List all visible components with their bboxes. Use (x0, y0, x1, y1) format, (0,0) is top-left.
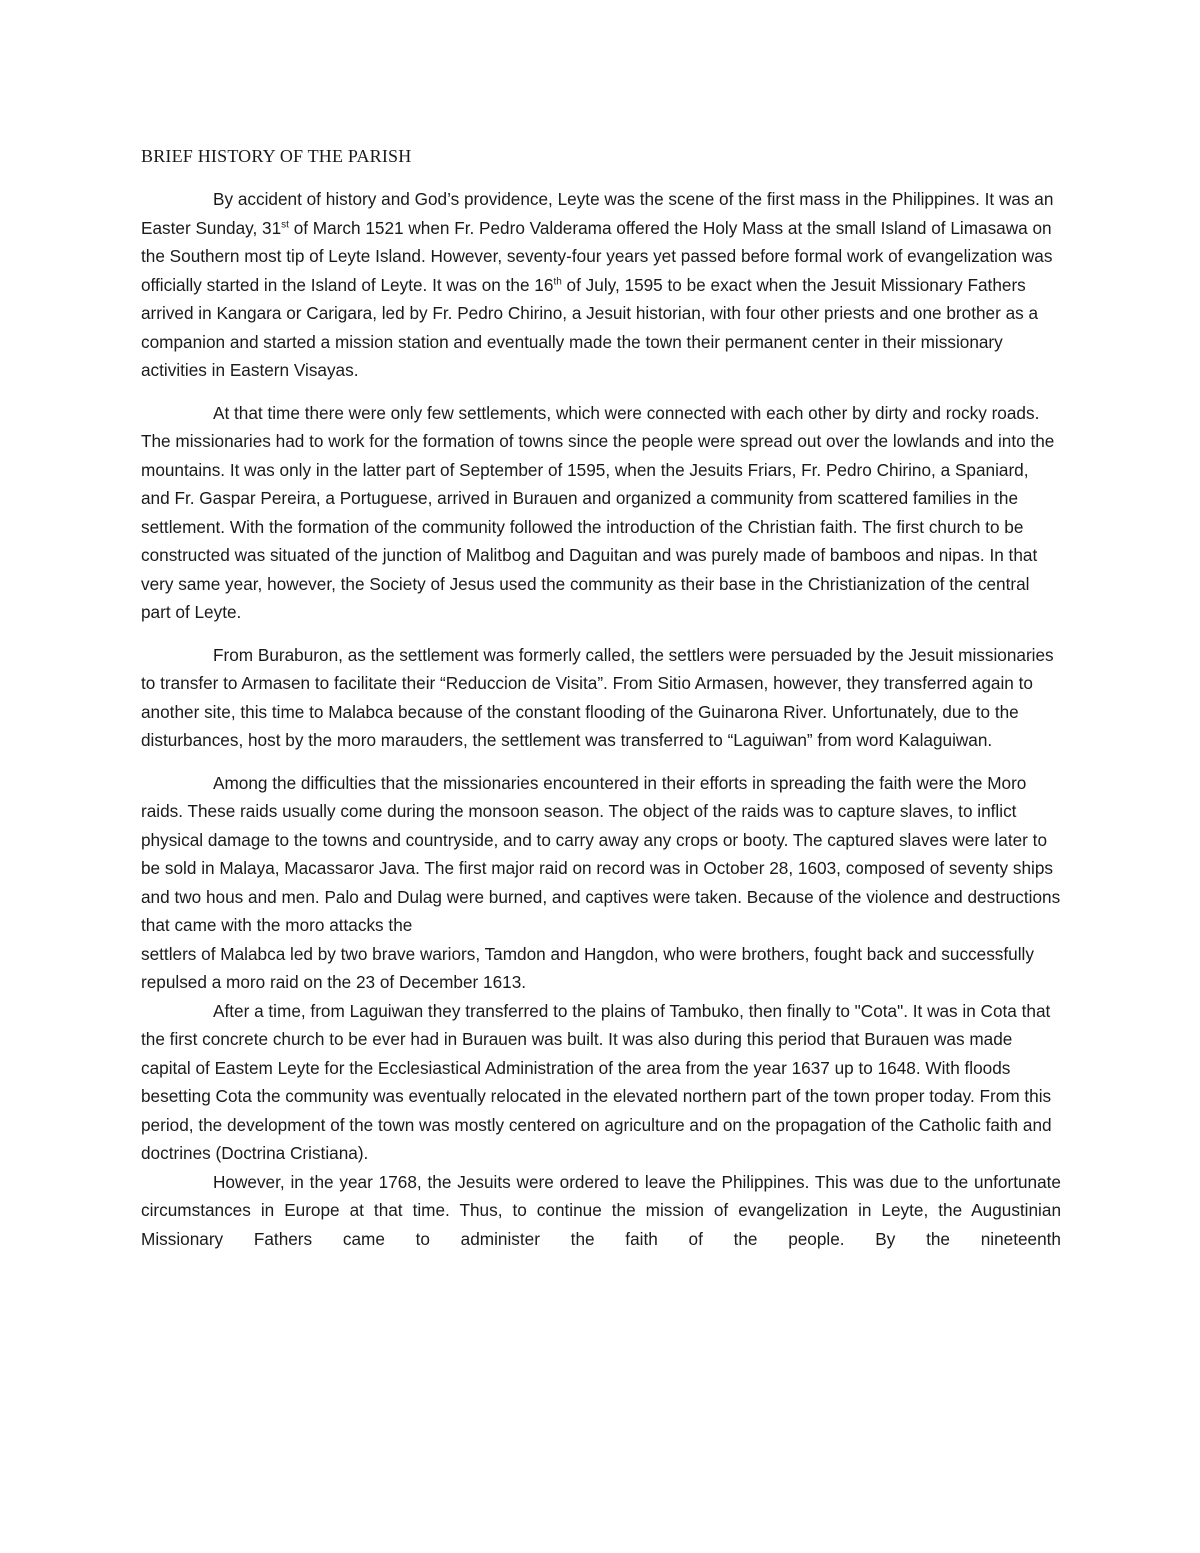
paragraph-cota: After a time, from Laguiwan they transferred to the plains of Tambuko, then finally to "Cota". It was in Cota that the first concrete church to be ever had in Burauen was built. It was also during this period that Burauen was made capital of Eastem Leyte for the Ecclesiastical Administration of the area from the year 1637 up to 1648. With floods besetting Cota the community was eventually relocated in the elevated northern part of the town proper today. From this period, the development of the town was mostly centered on agriculture and on the propagation of the Catholic faith and doctrines (Doctrina Cristiana). (141, 1000, 1052, 1163)
document-body (141, 142, 1061, 1253)
document-title: BRIEF HISTORY OF THE PARISH (141, 146, 412, 166)
ordinal-suffix: st (281, 218, 289, 230)
paragraph-malabca-settlers: settlers of Malabca led by two brave wariors, Tamdon and Hangdon, who were brothers, fought back and successfully repulsed a moro raid on the 23 of December 1613. (141, 943, 1034, 992)
paragraph-text: of July, 1595 to be exact when the Jesuit Missionary Fathers arrived in Kangara or Carigara, led by Fr. Pedro Chirino, a Jesuit historian, with four other priests and one brother as a companion and started a mission station and eventually made the town their permanent center in their missionary activities in Eastern Visayas. (141, 274, 1039, 380)
paragraph-text: By accident of history and God’s providence, Leyte was the scene of the first mass in the Philippines. It was an Easter Sunday, 31 (141, 189, 1054, 238)
paragraph-settlements: At that time there were only few settlements, which were connected with each other by dirty and rocky roads. The missionaries had to work for the formation of towns since the people were spread out over the lowlands and into the mountains. It was only in the latter part of September of 1595, when the Jesuits Friars, Fr. Pedro Chirino, a Spaniard, and Fr. Gaspar Pereira, a Portuguese, arrived in Burauen and organized a community from scattered families in the settlement. With the formation of the community followed the introduction of the Christian faith. The first church to be constructed was situated of the junction of Malitbog and Daguitan and was purely made of bamboos and nipas. In that very same year, however, the Society of Jesus used the community as their base in the Christianization of the central part of Leyte. (141, 402, 1055, 622)
paragraph-first-mass (141, 185, 1061, 385)
paragraph-buraburon: From Buraburon, as the settlement was formerly called, the settlers were persuaded by the Jesuit missionaries to transfer to Armasen to facilitate their “Reduccion de Visita”. From Sitio Armasen, however, they transferred again to another site, this time to Malabca because of the constant flooding of the Guinarona River. Unfortunately, due to the disturbances, host by the moro marauders, the settlement was transferred to “Laguiwan” from word Kalaguiwan. (141, 644, 1054, 750)
ordinal-suffix: th (553, 275, 562, 287)
paragraph-augustinians: However, in the year 1768, the Jesuits were ordered to leave the Philippines. This was due to the unfortunate circumstances in Europe at that time. Thus, to continue the mission of evangelization in Leyte, the Augustinian Missionary Fathers came to administer the faith of the people. By the nineteenth (141, 1171, 1061, 1249)
paragraph-text: of March 1521 when Fr. Pedro Valderama offered the Holy Mass at the small Island of Limasawa on the Southern most tip of Leyte Island. However, seventy-four years yet passed before formal work of evangelization was officially started in the Island of Leyte. It was on the 16 (141, 217, 1053, 295)
paragraph-moro-raids: Among the difficulties that the missionaries encountered in their efforts in spreading the faith were the Moro raids. These raids usually come during the monsoon season. The object of the raids was to capture slaves, to inflict physical damage to the towns and countryside, and to carry away any crops or booty. The captured slaves were later to be sold in Malaya, Macassaror Java. The first major raid on record was in October 28, 1603, composed of seventy ships and two hous and men. Palo and Dulag were burned, and captives were taken. Because of the violence and destructions that came with the moro attacks the (141, 772, 1061, 935)
